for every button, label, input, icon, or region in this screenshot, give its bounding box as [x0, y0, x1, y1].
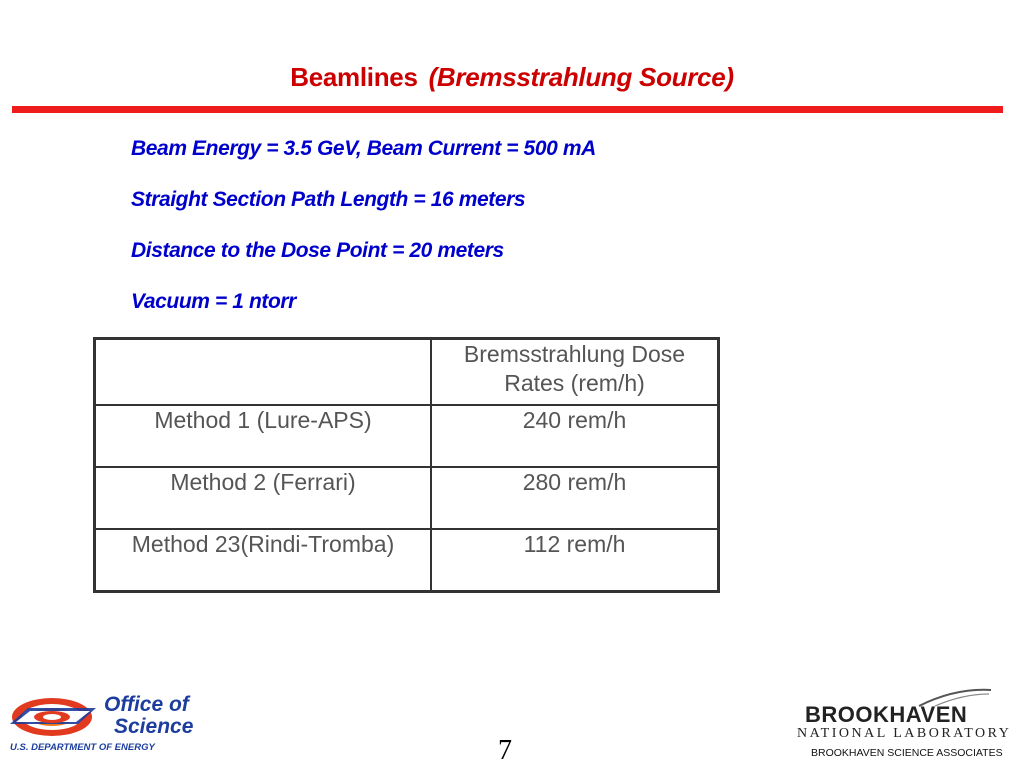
dose-cell: 240 rem/h: [431, 405, 719, 467]
parameter-beam-energy: Beam Energy = 3.5 GeV, Beam Current = 500 mA: [131, 137, 596, 160]
title-subtitle: (Bremsstrahlung Source): [428, 62, 734, 92]
bnl-associates: BROOKHAVEN SCIENCE ASSOCIATES: [811, 747, 1003, 759]
parameter-list: [131, 136, 596, 340]
oos-line2: Science: [114, 715, 194, 738]
table-header-cell-empty: [95, 339, 432, 406]
dose-cell: 280 rem/h: [431, 467, 719, 529]
parameter-path-length: Straight Section Path Length = 16 meters: [131, 188, 526, 211]
page-number: 7: [498, 735, 512, 766]
method-cell: Method 23(Rindi-Tromba): [95, 529, 432, 592]
table-row: [95, 405, 719, 467]
dose-rate-table: [93, 337, 720, 593]
table-header-row: [95, 339, 719, 406]
doe-swirl-icon: [8, 694, 100, 740]
table-row: [95, 467, 719, 529]
title-rule: [12, 106, 1003, 113]
slide-title: [0, 62, 1024, 93]
oos-line1: Office of: [104, 693, 189, 716]
table-header-cell-dose: Bremsstrahlung Dose Rates (rem/h): [431, 339, 719, 406]
brookhaven-logo: [795, 686, 1010, 766]
doe-tagline: U.S. DEPARTMENT OF ENERGY: [10, 742, 155, 753]
parameter-dose-distance: Distance to the Dose Point = 20 meters: [131, 239, 504, 262]
bnl-wordmark: BROOKHAVEN: [805, 702, 968, 727]
dose-cell: 112 rem/h: [431, 529, 719, 592]
office-of-science-logo: [8, 694, 218, 760]
method-cell: Method 2 (Ferrari): [95, 467, 432, 529]
office-of-science-wordmark: [104, 694, 193, 738]
table-row: [95, 529, 719, 592]
bnl-subtitle: NATIONAL LABORATORY: [797, 726, 1012, 741]
title-main: Beamlines: [290, 62, 418, 92]
method-cell: Method 1 (Lure-APS): [95, 405, 432, 467]
parameter-vacuum: Vacuum = 1 ntorr: [131, 290, 296, 313]
